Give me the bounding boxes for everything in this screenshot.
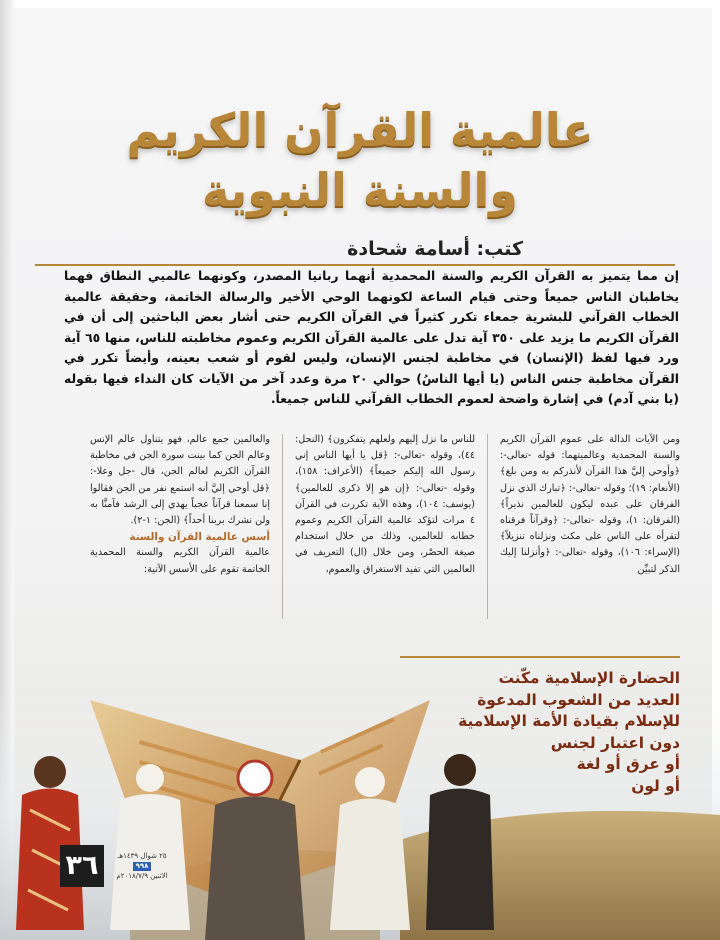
pull-quote-line: الحضارة الإسلامية مكّنت [498, 669, 680, 687]
article-title [0, 100, 720, 220]
pull-quote-line: دون اعتبار لجنس [550, 733, 680, 752]
byline-row [35, 238, 675, 264]
lead-paragraph: إن مما يتميز به القرآن الكريم والسنة المحمدية أنهما ربانيا المصدر، وكونهما عالميي النطاق فهما يخاطبان الناس جميعاً وحتى قيام الساعة لكونهما الوحي الأخير والرسالة الخاتمة، وحقيقة عالمية الخطاب القرآني للبشرية جمعاء تكرر كثيراً في القرآن الكريم حتى أشار بعض الباحثين إلى أن في القرآن الكريم ما يزيد على ٣٥٠ آية تدل على عالمية القرآن الكريم وعموم مخاطبته للناس، منها ٦٥ آية ورد فيها لفظ (الإنسان) في مخاطبة لجنس الإنسان، وليس لقوم أو شعب بعينه، وأيضاً تكرر في القرآن مخاطبة جنس الناس (يا أيها الناسُ) حوالي ٢٠ مرة وعدد آخر من الآيات كان النداء فيها بقوله (يا بني آدم) في إشارة واضحة لعموم الخطاب القرآني للناس جميعاً. [64, 268, 680, 406]
issue-number: ٩٩٨ [133, 862, 152, 871]
column-divider [282, 434, 283, 619]
body-column-1: ومن الآيات الدالة على عموم القرآن الكريم والسنة المحمدية وعالميتهما: قوله -تعالى-: ﴿وأوحي إليَّ هذا القرآن لأنذركم به ومن بلغ﴾ (الأنعام: ١٩)؛ وقوله -تعالى-: ﴿تبارك الذي نزل الفرقان على عبده ليكون للعالمين نذيراً﴾ (الفرقان: ١)، وقوله -تعالى-: ﴿وقرآناً فرقناه لتقرأه على الناس على مكث ونزلناه تنزيلاً﴾ (الإسراء: ١٠٦)، وقوله -تعالى-: ﴿وأنزلنا إليك الذكر لتبيِّن [500, 434, 681, 575]
article-title-line2: والسنة النبوية [202, 163, 518, 217]
body-column-3 [90, 432, 270, 578]
article-title-line1: عالمية القرآن الكريم [126, 103, 594, 157]
body-column-2: للناس ما نزل إليهم ولعلهم يتفكرون﴾ (النحل: ٤٤)، وقوله -تعالى-: ﴿قل يا أيها الناس إني رسول الله إليكم جميعاً﴾ (الأعراف: ١٥٨)، وقوله -تعالى-: ﴿إن هو إلا ذكرى للعالمين﴾ (يوسف: ١٠٤)، وهذه الآية تكررت في القرآن ٤ مرات لتؤكد عالمية القرآن الكريم وعموم خطابه للعالمين، وذلك من خلال استخدام صيغة الحصْر، ومن خلال (ال) التعريف في العالمين التي تفيد الاستغراق والعموم، [295, 434, 476, 575]
hijri-date: ٢٥ شوال ١٤٣٩هـ [117, 852, 167, 860]
page-number: ٣٦ [60, 845, 104, 887]
column-3-paragraph: والعالمين جمع عالم، فهو يتناول عالم الإنس وعالم الجن كما بينت سورة الجن في مخاطبة القرآن الكريم لعالم الجن، قال -جل وعلا-: ﴿قل أوحي إليَّ أنه استمع نفر من الجن فقالوا إنا سمعنا قرآناً عجباً يهدي إلى الرشد فآمنَّا به ولن نشرك بربنا أحداً﴾ (الجن: ١-٢). [90, 434, 270, 527]
column-divider [487, 434, 488, 619]
pull-quote-line: للإسلام بقيادة الأمة الإسلامية [458, 712, 680, 730]
section-subheading: أسس عالمية القرآن والسنة [129, 531, 270, 544]
pull-quote-line: أو لون [631, 776, 680, 795]
author-byline: كتب: أسامة شحادة [347, 238, 523, 260]
pull-quote [400, 656, 680, 797]
pull-quote-line: أو عرق أو لغة [576, 755, 680, 773]
issue-info [110, 852, 174, 881]
pull-quote-line: العديد من الشعوب المدعوة [477, 690, 680, 709]
column-3-paragraph-2: عالمية القرآن الكريم والسنة المحمدية الخاتمة تقوم على الأسس الآتية: [90, 547, 270, 575]
gregorian-date: الاثنين ٢٠١٨/٧/٩م [116, 872, 168, 880]
